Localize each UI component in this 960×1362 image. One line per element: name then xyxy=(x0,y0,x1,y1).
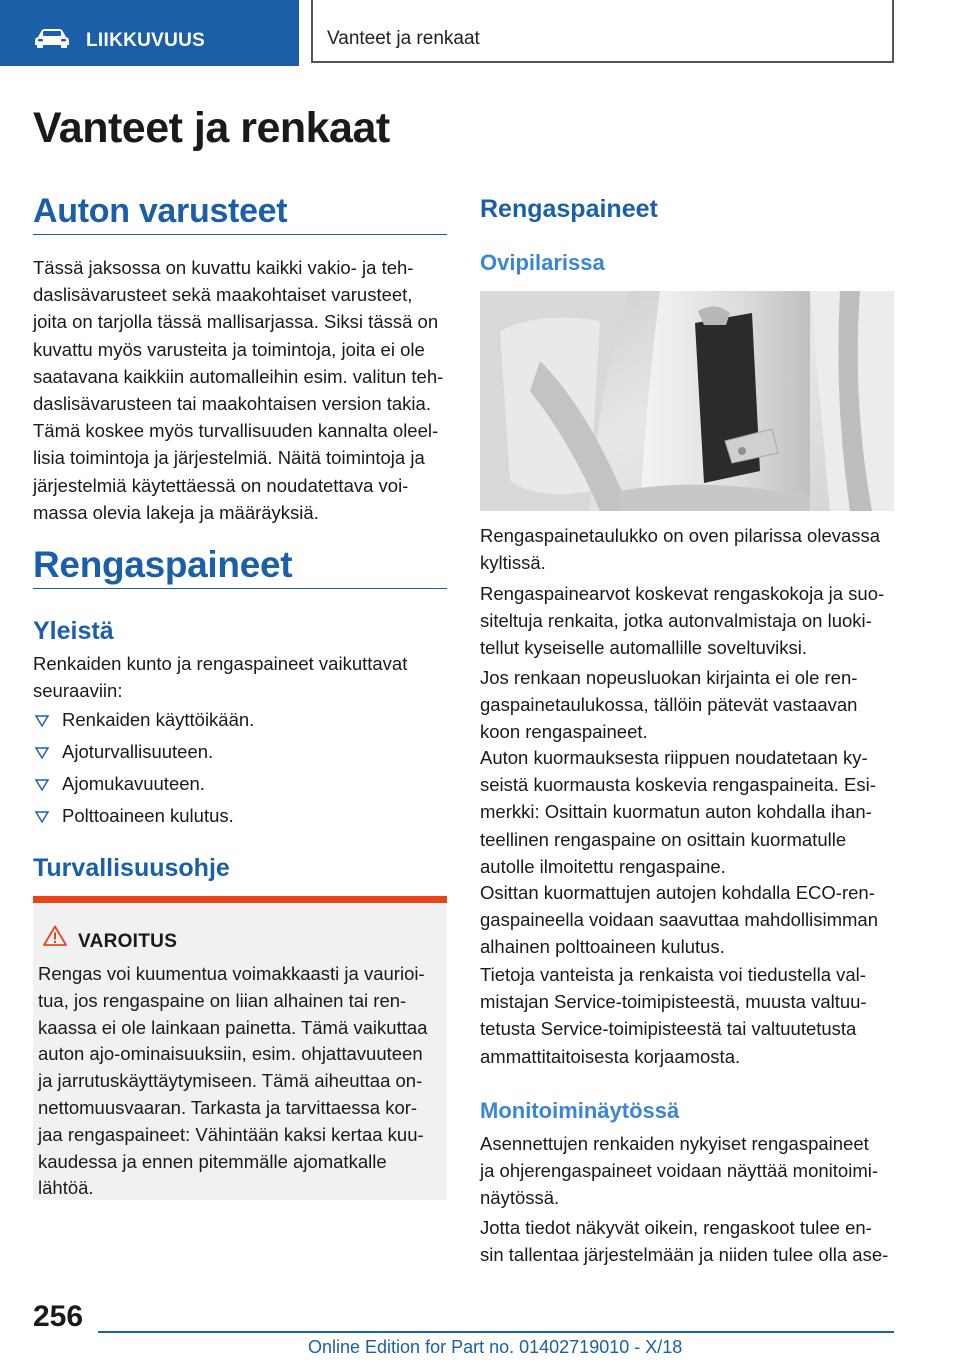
warning-box xyxy=(33,896,447,1200)
door-pillar-photo xyxy=(480,291,894,511)
heading-rengaspaineet-right: Rengaspaineet xyxy=(480,195,658,223)
heading-turvallisuusohje: Turvallisuusohje xyxy=(33,854,230,882)
triangle-bullet-icon xyxy=(35,779,49,791)
heading-monitoiminaytossa: Monitoiminäytössä xyxy=(480,1098,680,1123)
list-item xyxy=(33,704,254,736)
list-item-text: Ajoturvallisuuteen. xyxy=(62,741,214,762)
warning-triangle-icon xyxy=(43,925,67,946)
footer-rule xyxy=(98,1331,894,1333)
page-number: 256 xyxy=(33,1300,84,1333)
paragraph-yleista: Renkaiden kunto ja rengaspaineet vaikuttavat seuraaviin: xyxy=(33,653,408,702)
paragraph-5: Osittan kuormattujen autojen kohdalla ECO-ren- gaspaineella voidaan saavuttaa mahdollisimman alhainen polttoaineen kulutus. xyxy=(480,882,878,958)
paragraph-1: Rengaspainetaulukko on oven pilarissa olevassa kyltissä. xyxy=(480,525,881,574)
triangle-bullet-icon xyxy=(35,747,49,759)
chapter-label: Vanteet ja renkaat xyxy=(327,28,480,49)
paragraph-2: Rengaspainearvot koskevat rengaskokoja ja suo- siteltuja renkaita, jotka autonvalmistaja on luoki- tellut kyseiselle automallille soveltuviksi. xyxy=(480,583,885,659)
warning-text: Rengas voi kuumentua voimakkaasti ja vaurioi- tua, jos rengaspaine on liian alhainen tai ren- kaassa ei ole lainkaan painetta. Tämä vaikuttaa auton ajo-ominaisuuksiin, esim. ohjattavuuteen ja jarrutuskäyttäytymiseen. Tämä aiheuttaa on- nettomuusvaaran. Tarkasta ja tarvittaessa kor- jaa rengaspaineet: Vähintään kaksi kertaa kuu- kaudessa ja ennen pitemmälle ajomatkalle lähtöä. xyxy=(38,963,428,1199)
paragraph-varusteet: Tässä jaksossa on kuvattu kaikki vakio- ja teh- daslisävarusteet sekä maakohtaiset varusteet, joita on tarjolla tässä mallisarjassa. Siksi tässä on kuvattu myös varusteita ja toimintoja, joita ei ole saatavana kaikkiin automalleihin esim. valitun teh- daslisävarusteen tai maakohtaisen version takia. Tämä koskee myös turvallisuuden kannalta oleel- lisia toimintoja ja järjestelmiä. Näitä toimintoja ja järjestelmiä käytettäessä on noudatettava voi- massa olevia lakeja ja määräyksiä. xyxy=(33,257,444,523)
warning-title: VAROITUS xyxy=(78,931,178,952)
heading-rengaspaineet: Rengaspaineet xyxy=(33,544,293,585)
list-item xyxy=(33,768,254,800)
list-item-text: Renkaiden käyttöikään. xyxy=(62,709,255,730)
section-label: LIIKKUVUUS xyxy=(86,30,206,51)
list-item xyxy=(33,800,254,832)
footer-edition-text: Online Edition for Part no. 01402719010 - X/18 xyxy=(308,1337,683,1357)
page-header xyxy=(0,0,960,66)
paragraph-7: Asennettujen renkaiden nykyiset rengaspaineet ja ohjerengaspaineet voidaan näyttää monitoimi- näytössä. xyxy=(480,1133,879,1209)
triangle-bullet-icon xyxy=(35,715,49,727)
heading-auton-varusteet: Auton varusteet xyxy=(33,192,288,230)
section-tab[interactable] xyxy=(0,0,299,66)
heading-rule xyxy=(33,234,447,235)
list-item xyxy=(33,736,254,768)
chapter-header xyxy=(311,0,894,63)
paragraph-4: Auton kuormauksesta riippuen noudatetaan ky- seistä kuormausta koskevia rengaspaineita. Esi- merkki: Osittain kuormatun auton kohdalla ihan- teellinen rengaspaine on osittain kuormatulle autolle ilmoitettu rengaspaine. xyxy=(480,747,876,877)
heading-yleista: Yleistä xyxy=(33,617,114,645)
heading-rule xyxy=(33,588,447,589)
list-item-text: Ajomukavuuteen. xyxy=(62,773,205,794)
car-icon xyxy=(34,28,70,48)
triangle-bullet-icon xyxy=(35,811,49,823)
paragraph-8: Jotta tiedot näkyvät oikein, rengaskoot tulee en- sin tallentaa järjestelmään ja niiden tulee olla ase- xyxy=(480,1217,889,1266)
paragraph-3: Jos renkaan nopeusluokan kirjainta ei ole ren- gaspainetaulukossa, tällöin pätevät vastaavan koon rengaspaineet. xyxy=(480,667,858,743)
heading-ovipilarissa: Ovipilarissa xyxy=(480,250,605,275)
page-title: Vanteet ja renkaat xyxy=(33,104,390,152)
paragraph-6: Tietoja vanteista ja renkaista voi tiedustella val- mistajan Service-toimipisteestä, muusta valtuu- tetusta Service-toimipisteestä tai valtuutetusta ammattitaitoisesta korjaamosta. xyxy=(480,964,867,1067)
bullet-list xyxy=(33,704,254,832)
list-item-text: Polttoaineen kulutus. xyxy=(62,805,234,826)
